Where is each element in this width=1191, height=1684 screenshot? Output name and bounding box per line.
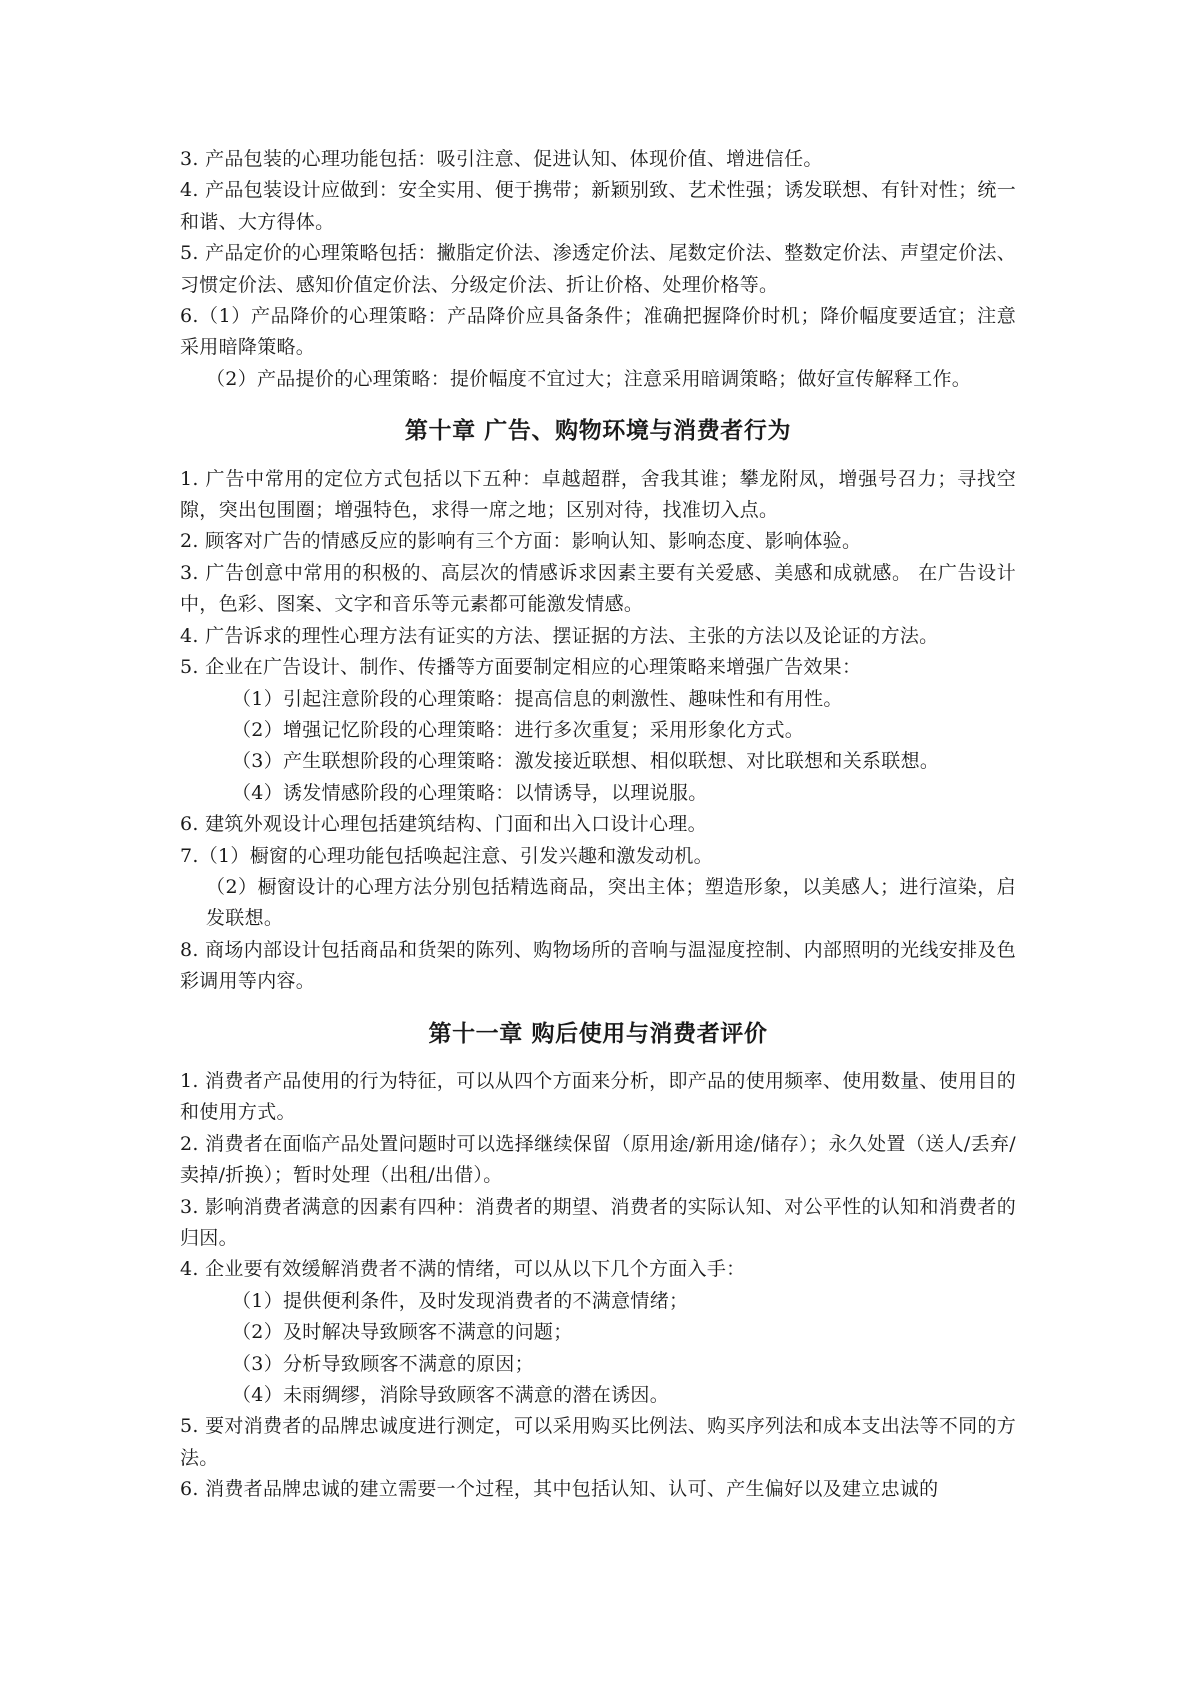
chapter-10-body	[180, 464, 1016, 998]
paragraph-top-0: 3. 产品包装的心理功能包括：吸引注意、促进认知、体现价值、增进信任。	[180, 148, 823, 170]
ch10-item-5: （1）引起注意阶段的心理策略：提高信息的刺激性、趣味性和有用性。	[232, 687, 843, 710]
ch10-item-12: 8. 商场内部设计包括商品和货架的陈列、购物场所的音响与温湿度控制、内部照明的光线安排及色彩调用等内容。	[180, 938, 1016, 993]
ch11-item-9: 6. 消费者品牌忠诚的建立需要一个过程，其中包括认知、认可、产生偏好以及建立忠诚的	[180, 1478, 939, 1501]
ch10-item-10: 7.（1）橱窗的心理功能包括唤起注意、引发兴趣和激发动机。	[180, 844, 713, 867]
ch11-item-0: 1. 消费者产品使用的行为特征，可以从四个方面来分析，即产品的使用频率、使用数量、使用目的和使用方式。	[180, 1069, 1016, 1124]
paragraph-top-2: 5. 产品定价的心理策略包括：撇脂定价法、渗透定价法、尾数定价法、整数定价法、声望定价法、习惯定价法、感知价值定价法、分级定价法、折让价格、处理价格等。	[180, 242, 1016, 296]
ch11-item-4: （1）提供便利条件，及时发现消费者的不满意情绪；	[232, 1289, 689, 1312]
document-page	[180, 144, 1016, 1506]
ch10-item-11: （2）橱窗设计的心理方法分别包括精选商品，突出主体；塑造形象，以美感人；进行渲染，启发联想。	[206, 875, 1016, 930]
ch11-item-8: 5. 要对消费者的品牌忠诚度进行测定，可以采用购买比例法、购买序列法和成本支出法等不同的方法。	[180, 1415, 1016, 1469]
ch11-item-3: 4. 企业要有效缓解消费者不满的情绪，可以从以下几个方面入手：	[180, 1258, 746, 1281]
ch11-item-6: （3）分析导致顾客不满意的原因；	[232, 1352, 534, 1375]
paragraph-top-3: 6.（1）产品降价的心理策略：产品降价应具备条件；准确把握降价时机；降价幅度要适宜；注意采用暗降策略。	[180, 305, 1016, 359]
ch10-item-2: 3. 广告创意中常用的积极的、高层次的情感诉求因素主要有关爱感、美感和成就感。 在广告设计中，色彩、图案、文字和音乐等元素都可能激发情感。	[180, 561, 1016, 616]
ch10-item-9: 6. 建筑外观设计心理包括建筑结构、门面和出入口设计心理。	[180, 813, 707, 836]
ch10-item-3: 4. 广告诉求的理性心理方法有证实的方法、摆证据的方法、主张的方法以及论证的方法。	[180, 624, 939, 647]
ch10-item-4: 5. 企业在广告设计、制作、传播等方面要制定相应的心理策略来增强广告效果：	[180, 656, 862, 679]
ch10-item-0: 1. 广告中常用的定位方式包括以下五种：卓越超群，舍我其谁；攀龙附凤，增强号召力；寻找空隙，突出包围圈；增强特色，求得一席之地；区别对待，找准切入点。	[180, 467, 1016, 522]
paragraph-top-4: （2）产品提价的心理策略：提价幅度不宜过大；注意采用暗调策略；做好宣传解释工作。	[206, 367, 972, 390]
ch11-item-1: 2. 消费者在面临产品处置问题时可以选择继续保留（原用途/新用途/储存）；永久处置（送人/丢弃/卖掉/折换）；暂时处理（出租/出借）。	[180, 1132, 1016, 1187]
top-section	[180, 144, 1016, 395]
ch11-item-2: 3. 影响消费者满意的因素有四种：消费者的期望、消费者的实际认知、对公平性的认知和消费者的归因。	[180, 1195, 1016, 1249]
chapter-10-title: 第十章 广告、购物环境与消费者行为	[404, 417, 792, 445]
ch11-item-5: （2）及时解决导致顾客不满意的问题；	[232, 1321, 573, 1344]
chapter-11-title: 第十一章 购后使用与消费者评价	[428, 1019, 768, 1047]
ch10-item-8: （4）诱发情感阶段的心理策略：以情诱导，以理说服。	[232, 781, 708, 804]
ch11-item-7: （4）未雨绸缪，消除导致顾客不满意的潜在诱因。	[232, 1384, 669, 1407]
ch10-item-6: （2）增强记忆阶段的心理策略：进行多次重复；采用形象化方式。	[232, 718, 805, 741]
paragraph-top-1: 4. 产品包装设计应做到：安全实用、便于携带；新颖别致、艺术性强；诱发联想、有针对性；统一和谐、大方得体。	[180, 179, 1016, 233]
chapter-11-body	[180, 1066, 1016, 1506]
ch10-item-1: 2. 顾客对广告的情感反应的影响有三个方面：影响认知、影响态度、影响体验。	[180, 530, 862, 553]
ch10-item-7: （3）产生联想阶段的心理策略：激发接近联想、相似联想、对比联想和关系联想。	[232, 750, 940, 773]
